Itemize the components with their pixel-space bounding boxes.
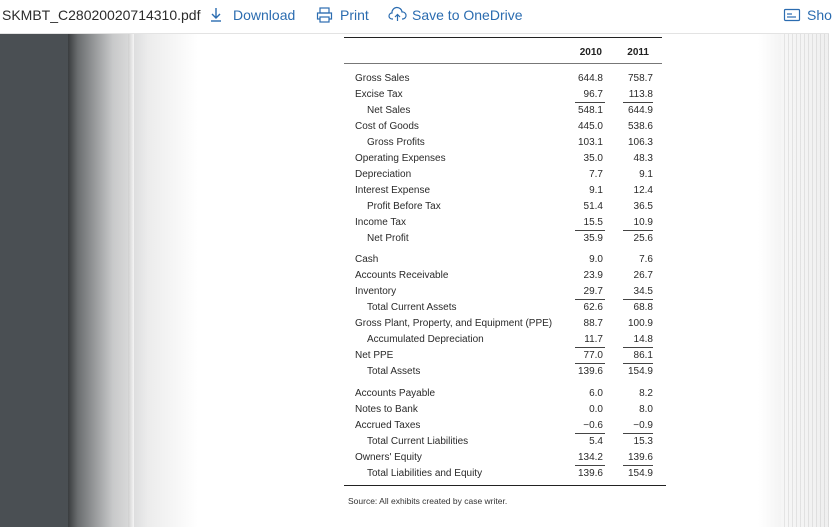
value-2011: 25.6 bbox=[633, 233, 653, 244]
value-2011: 7.6 bbox=[639, 254, 653, 265]
value-2010: 77.0 bbox=[583, 350, 603, 361]
row-label: Interest Expense bbox=[355, 185, 431, 196]
row-label: Notes to Bank bbox=[355, 404, 418, 415]
value-2010: 5.4 bbox=[589, 436, 603, 447]
row-label: Income Tax bbox=[355, 217, 406, 228]
value-2010: 7.7 bbox=[589, 169, 603, 180]
value-2011: 154.9 bbox=[627, 366, 653, 377]
value-2010: 62.6 bbox=[583, 302, 603, 313]
row-label: Owners' Equity bbox=[355, 452, 422, 463]
value-2010: 445.0 bbox=[577, 121, 603, 132]
value-2011: 10.9 bbox=[633, 217, 653, 228]
row-label: Excise Tax bbox=[355, 89, 403, 100]
value-2011: 26.7 bbox=[633, 270, 653, 281]
row-label: Gross Plant, Property, and Equipment (PPE) bbox=[355, 318, 553, 329]
row-label: Operating Expenses bbox=[355, 153, 446, 164]
subtotal-underline bbox=[623, 299, 653, 300]
value-2011: 48.3 bbox=[633, 153, 653, 164]
value-2010: 11.7 bbox=[584, 334, 603, 345]
subtotal-underline bbox=[575, 363, 605, 364]
subtotal-underline bbox=[575, 230, 605, 231]
value-2011: 139.6 bbox=[627, 452, 653, 463]
subtotal-underline bbox=[575, 102, 605, 103]
row-label: Gross Sales bbox=[355, 73, 410, 84]
value-2011: 9.1 bbox=[639, 169, 653, 180]
value-2010: 23.9 bbox=[583, 270, 603, 281]
value-2010: 15.5 bbox=[583, 217, 603, 228]
value-2010: 644.8 bbox=[577, 73, 603, 84]
value-2011: −0.9 bbox=[633, 420, 653, 431]
subtotal-underline bbox=[623, 465, 653, 466]
subtotal-underline bbox=[623, 363, 653, 364]
value-2010: 9.1 bbox=[589, 185, 603, 196]
column-header-2010: 2010 bbox=[579, 47, 602, 58]
value-2010: 103.1 bbox=[577, 137, 603, 148]
value-2010: 51.4 bbox=[583, 201, 603, 212]
print-button[interactable]: Print bbox=[340, 7, 369, 23]
subtotal-underline bbox=[575, 433, 605, 434]
save-to-onedrive-button[interactable]: Save to OneDrive bbox=[412, 7, 523, 23]
subtotal-underline bbox=[623, 102, 653, 103]
value-2011: 644.9 bbox=[627, 105, 653, 116]
value-2010: −0.6 bbox=[583, 420, 603, 431]
value-2011: 15.3 bbox=[633, 436, 653, 447]
row-label: Accounts Receivable bbox=[355, 270, 449, 281]
value-2011: 538.6 bbox=[627, 121, 653, 132]
value-2010: 139.6 bbox=[577, 468, 603, 479]
table-top-rule bbox=[344, 37, 662, 38]
value-2011: 106.3 bbox=[627, 137, 653, 148]
value-2011: 113.8 bbox=[628, 89, 653, 100]
row-label: Profit Before Tax bbox=[367, 201, 441, 212]
value-2011: 36.5 bbox=[633, 201, 653, 212]
value-2010: 9.0 bbox=[589, 254, 603, 265]
value-2010: 35.0 bbox=[583, 153, 603, 164]
subtotal-underline bbox=[575, 299, 605, 300]
file-name: SKMBT_C28020020714310.pdf bbox=[2, 7, 201, 23]
row-label: Accrued Taxes bbox=[355, 420, 421, 431]
row-label: Total Current Assets bbox=[367, 302, 457, 313]
value-2011: 154.9 bbox=[627, 468, 653, 479]
subtotal-underline bbox=[575, 347, 605, 348]
download-button[interactable]: Download bbox=[233, 7, 296, 23]
row-label: Total Current Liabilities bbox=[367, 436, 469, 447]
value-2010: 139.6 bbox=[577, 366, 603, 377]
row-label: Net Sales bbox=[367, 105, 411, 116]
show-button[interactable]: Sho bbox=[807, 7, 832, 23]
value-2010: 29.7 bbox=[583, 286, 603, 297]
subtotal-underline bbox=[623, 347, 653, 348]
value-2010: 0.0 bbox=[589, 404, 603, 415]
row-label: Cost of Goods bbox=[355, 121, 419, 132]
row-label: Accumulated Depreciation bbox=[367, 334, 484, 345]
value-2011: 8.2 bbox=[639, 388, 653, 399]
subtotal-underline bbox=[623, 230, 653, 231]
row-label: Cash bbox=[355, 254, 379, 265]
value-2010: 134.2 bbox=[577, 452, 603, 463]
value-2011: 68.8 bbox=[633, 302, 653, 313]
header-rule bbox=[344, 63, 662, 64]
row-label: Total Liabilities and Equity bbox=[367, 468, 483, 479]
value-2011: 8.0 bbox=[639, 404, 653, 415]
subtotal-underline bbox=[623, 433, 653, 434]
row-label: Depreciation bbox=[355, 169, 412, 180]
value-2011: 12.4 bbox=[633, 185, 653, 196]
value-2011: 100.9 bbox=[627, 318, 653, 329]
column-header-2011: 2011 bbox=[627, 47, 649, 58]
value-2010: 96.7 bbox=[583, 89, 603, 100]
value-2010: 6.0 bbox=[589, 388, 603, 399]
value-2010: 88.7 bbox=[583, 318, 603, 329]
value-2010: 548.1 bbox=[577, 105, 603, 116]
row-label: Accounts Payable bbox=[355, 388, 436, 399]
row-label: Net PPE bbox=[355, 350, 394, 361]
value-2011: 86.1 bbox=[633, 350, 653, 361]
value-2011: 758.7 bbox=[627, 73, 653, 84]
value-2011: 14.8 bbox=[633, 334, 653, 345]
table-bottom-rule bbox=[344, 485, 666, 486]
value-2011: 34.5 bbox=[633, 286, 653, 297]
row-label: Inventory bbox=[355, 286, 397, 297]
row-label: Net Profit bbox=[367, 233, 409, 244]
row-label: Total Assets bbox=[367, 366, 421, 377]
subtotal-underline bbox=[575, 465, 605, 466]
value-2010: 35.9 bbox=[583, 233, 603, 244]
source-note: Source: All exhibits created by case writer. bbox=[348, 496, 508, 506]
row-label: Gross Profits bbox=[367, 137, 425, 148]
